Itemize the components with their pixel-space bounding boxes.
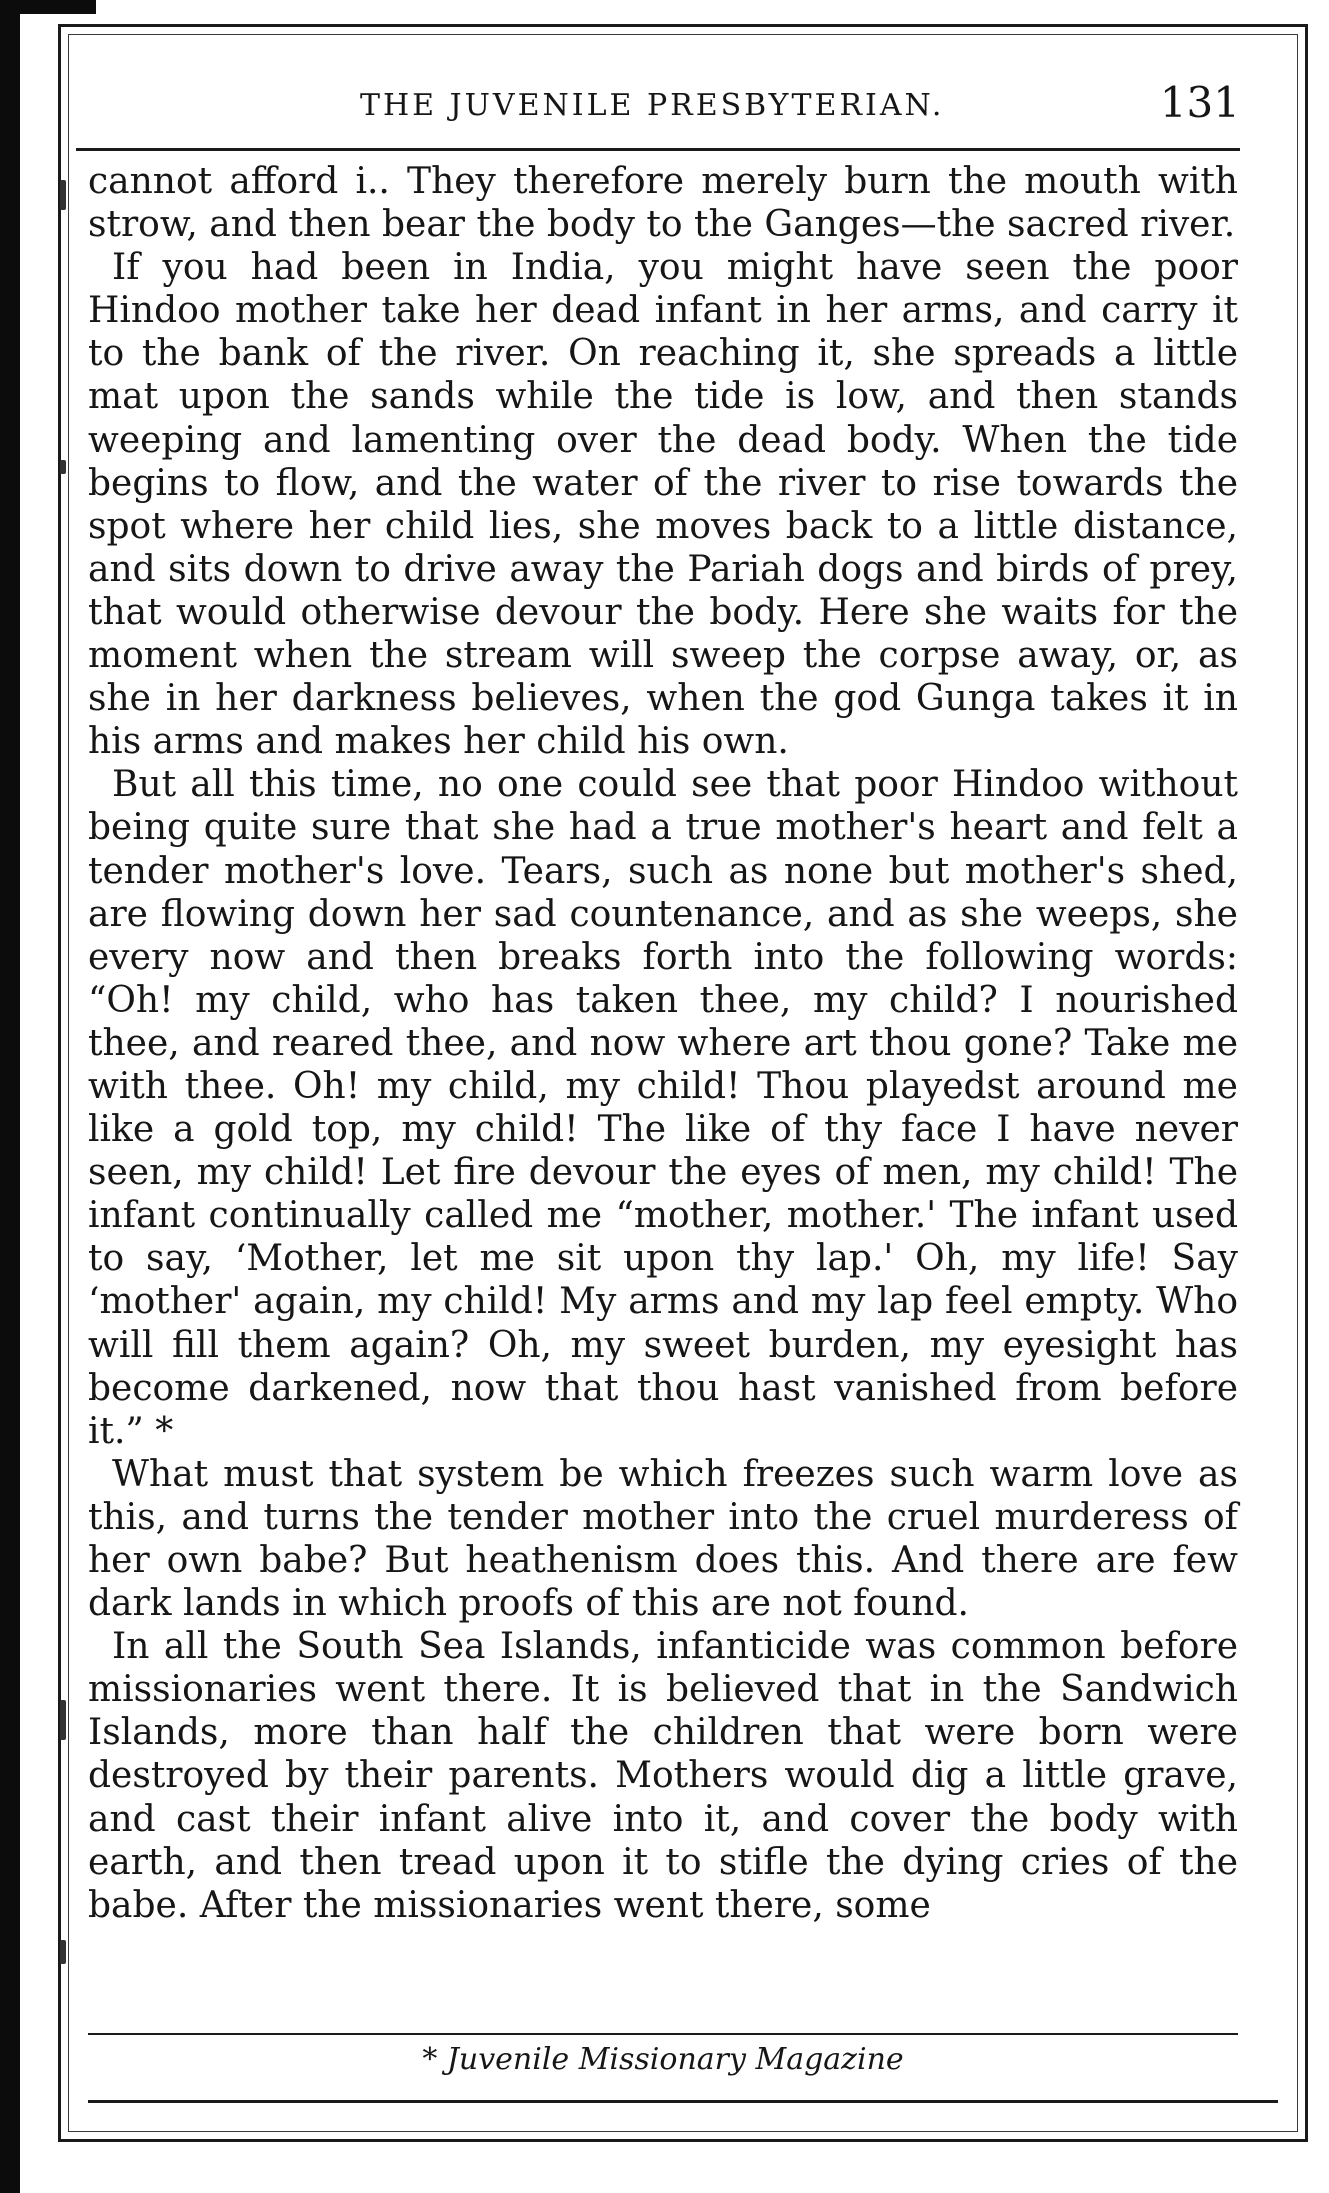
book-binding-edge [0,0,20,2193]
page-header [80,58,1280,148]
margin-speck [60,1700,66,1740]
margin-speck [60,180,66,210]
page-number: 131 [1159,78,1240,127]
bottom-rule [88,2100,1278,2103]
header-rule [76,148,1240,151]
footnote-rule [88,2033,1238,2035]
paragraph: In all the South Sea Islands, infanticide was common before missionaries went there. It is believed that in the Sandwich Islands, more than half the children that were born were destroyed by their parents. Mothers would dig a little grave, and cast their infant alive into it, and cover the body with earth, and then tread upon it to stifle the dying cries of the babe. After the missionaries went there, some [88,1626,1238,1926]
margin-speck [60,1940,66,1964]
paragraph: cannot afford i.. They therefore merely burn the mouth with strow, and then bear the body to the Ganges—the sacred river. [88,161,1238,246]
article-body [88,160,1238,1927]
binding-notch [0,0,96,14]
paragraph: But all this time, no one could see that poor Hindoo without being quite sure that she had a true mother's heart and felt a tender mother's love. Tears, such as none but mother's shed, are flowing down her sad countenance, and as she weeps, she every now and then breaks forth into the following words: “Oh! my child, who has taken thee, my child? I nourished thee, and reared thee, and now where art thou gone? Take me with thee. Oh! my child, my child! Thou playedst around me like a gold top, my child! The like of thy face I have never seen, my child! Let fire devour the eyes of men, my child! The infant continually called me “mother, mother.' The infant used to say, ‘Mother, let me sit upon thy lap.' Oh, my life! Say ‘mother' again, my child! My arms and my lap feel empty. Who will fill them again? Oh, my sweet burden, my eyesight has become darkened, now that thou hast vanished from before it.” * [88,764,1238,1452]
running-title: THE JUVENILE PRESBYTERIAN. [360,88,945,123]
paragraph: If you had been in India, you might have seen the poor Hindoo mother take her dead infant in her arms, and carry it to the bank of the river. On reaching it, she spreads a little mat upon the sands while the tide is low, and then stands weeping and lamenting over the dead body. When the tide begins to flow, and the water of the river to rise towards the spot where her child lies, she moves back to a little distance, and sits down to drive away the Pariah dogs and birds of prey, that would otherwise devour the body. Here she waits for the moment when the stream will sweep the corpse away, or, as she in her darkness believes, when the god Gunga takes it in his arms and makes her child his own. [88,247,1238,763]
footnote: * Juvenile Missionary Magazine [422,2042,904,2077]
paragraph: What must that system be which freezes such warm love as this, and turns the tender mother into the cruel murderess of her own babe? But heathenism does this. And there are few dark lands in which proofs of this are not found. [88,1453,1238,1625]
margin-speck [60,460,66,474]
